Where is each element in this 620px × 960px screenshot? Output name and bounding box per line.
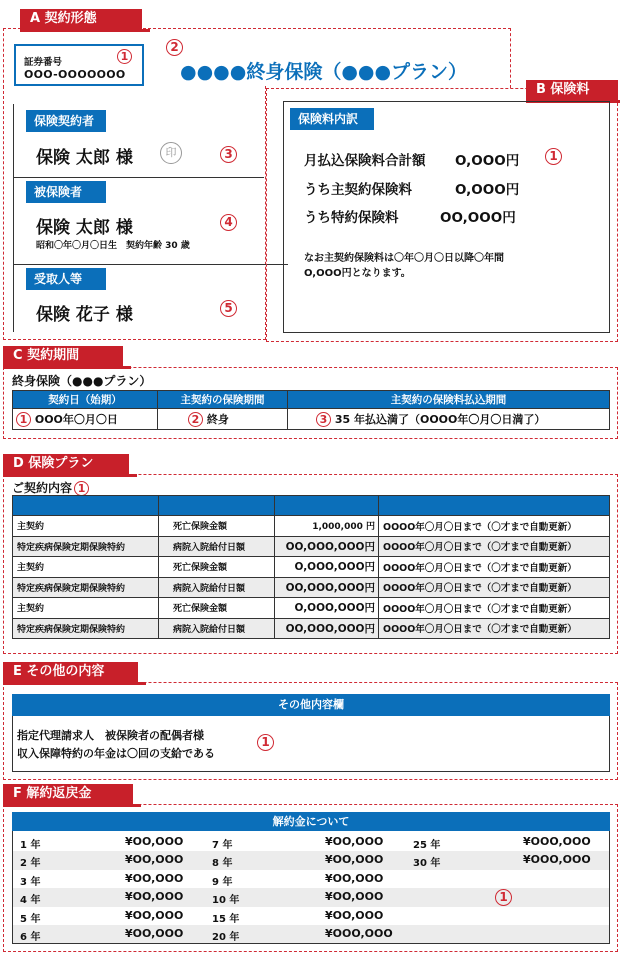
product-title: ●●●●終身保険（●●●プラン） — [180, 61, 468, 83]
contract-period-table — [12, 390, 610, 430]
beneficiary-name: 保険 花子 様 — [36, 305, 133, 325]
surrender-amount: ¥OO,OOO — [125, 871, 184, 885]
surrender-row — [13, 888, 609, 906]
surrender-amount: ¥OO,OOO — [125, 908, 184, 922]
surrender-amount: ¥OO,OOO — [125, 927, 184, 940]
surrender-amount: ¥OO,OOO — [325, 871, 384, 885]
premium-row-1-value: O,OOO円 — [455, 153, 520, 169]
contract-date-cell — [13, 409, 158, 430]
surrender-year: 9 年 — [212, 876, 233, 888]
surrender-amount: ¥OO,OOO — [125, 835, 184, 848]
section-e-tag: E その他の内容 — [3, 662, 138, 682]
policyholder-header: 保険契約者 — [26, 110, 106, 132]
period-marker-2: 2 — [188, 412, 203, 427]
plan-marker-1: 1 — [74, 481, 89, 496]
policy-number-label: 証券番号 — [24, 57, 63, 68]
section-a-tag: A 契約形態 — [20, 9, 142, 29]
plan-title-text: ご契約内容 — [12, 481, 73, 495]
plan-cell: 主契約 — [13, 516, 159, 537]
other-header: その他内容欄 — [12, 694, 610, 716]
premium-row-3-value: OO,OOO円 — [440, 210, 516, 226]
plan-cell: 特定疾病保険定期保険特約 — [13, 536, 159, 557]
surrender-amount: ¥OO,OOO — [325, 890, 384, 904]
premium-note-1: なお主契約保険料は〇年〇月〇日以降〇年間 — [304, 253, 504, 264]
section-b-tag: B 保険料 — [526, 80, 618, 100]
surrender-row — [13, 925, 609, 943]
premium-header: 保険料内訳 — [290, 108, 374, 130]
surrender-year: 10 年 — [212, 895, 240, 907]
plan-col-1-header — [13, 496, 159, 516]
surrender-row — [13, 851, 609, 869]
premium-row-3-label: うち特約保険料 — [304, 210, 399, 226]
premium-row-2-value: O,OOO円 — [455, 182, 520, 198]
plan-cell: OOOO年〇月〇日まで（〇才まで自動更新） — [379, 618, 610, 639]
plan-col-4-header — [379, 496, 610, 516]
surrender-amount: ¥OO,OOO — [325, 908, 384, 922]
plan-cell: OOOO年〇月〇日まで（〇才まで自動更新） — [379, 598, 610, 619]
section-f-tag: F 解約返戻金 — [3, 784, 133, 804]
plan-cell: 死亡保険金額 — [159, 598, 275, 619]
section-a-left-rule — [13, 104, 14, 332]
premium-note-2: O,OOO円となります。 — [304, 268, 411, 279]
surrender-amount: ¥OOO,OOO — [523, 835, 591, 848]
surrender-amount: ¥OO,OOO — [325, 835, 384, 848]
main-period: 終身 — [206, 412, 229, 426]
plan-cell: 主契約 — [13, 598, 159, 619]
plan-row — [13, 557, 610, 578]
surrender-amount: ¥OO,OOO — [125, 890, 184, 904]
surrender-row — [13, 870, 609, 888]
plan-row — [13, 598, 610, 619]
contract-date: OOO年〇月〇日 — [34, 412, 118, 426]
policyholder-name: 保険 太郎 様 — [36, 148, 133, 168]
insured-header: 被保険者 — [26, 181, 106, 203]
surrender-year: 25 年 — [413, 840, 441, 851]
payment-period-header: 主契約の保険料払込期間 — [288, 391, 610, 409]
period-marker-1: 1 — [16, 412, 31, 427]
surrender-year: 8 年 — [212, 858, 233, 870]
premium-row-1-label: 月払込保険料合計額 — [304, 153, 426, 169]
contract-plan: 終身保険（●●●プラン） — [12, 374, 152, 388]
plan-table — [12, 495, 610, 639]
surrender-marker-1: 1 — [495, 889, 512, 906]
surrender-amount: ¥OO,OOO — [125, 853, 184, 867]
other-line-1: 指定代理請求人 被保険者の配偶者様 — [17, 729, 204, 742]
plan-cell: O,OOO,OOO円 — [275, 557, 379, 578]
marker-5: 5 — [220, 300, 237, 317]
plan-cell: 特定疾病保険定期保険特約 — [13, 577, 159, 598]
plan-cell: 病院入院給付日額 — [159, 536, 275, 557]
beneficiary-header: 受取人等 — [26, 268, 106, 290]
plan-cell: 死亡保険金額 — [159, 516, 275, 537]
marker-3: 3 — [220, 146, 237, 163]
plan-cell: 特定疾病保険定期保険特約 — [13, 618, 159, 639]
plan-cell: OO,OOO,OOO円 — [275, 577, 379, 598]
marker-2: 2 — [166, 39, 183, 56]
surrender-year: 7 年 — [212, 840, 233, 851]
surrender-row — [13, 907, 609, 925]
surrender-year: 6 年 — [20, 932, 41, 943]
divider-2 — [14, 264, 288, 265]
surrender-year: 5 年 — [20, 913, 41, 925]
plan-cell: 主契約 — [13, 557, 159, 578]
surrender-amount: ¥OO,OOO — [325, 853, 384, 867]
plan-row — [13, 516, 610, 537]
surrender-year: 20 年 — [212, 932, 240, 943]
policy-number: OOO-OOOOOOO — [24, 68, 126, 81]
seal-icon: 印 — [160, 142, 182, 164]
plan-cell: O,OOO,OOO円 — [275, 598, 379, 619]
policy-number-box — [14, 44, 144, 86]
plan-cell: 死亡保険金額 — [159, 557, 275, 578]
payment-period-cell — [288, 409, 610, 430]
premium-row-2-label: うち主契約保険料 — [304, 182, 412, 198]
contract-date-header: 契約日（始期） — [13, 391, 158, 409]
surrender-header: 解約金について — [12, 812, 610, 831]
surrender-amount: ¥OOO,OOO — [523, 853, 591, 867]
plan-cell: 病院入院給付日額 — [159, 577, 275, 598]
plan-cell: OO,OOO,OOO円 — [275, 618, 379, 639]
plan-row — [13, 577, 610, 598]
other-marker-1: 1 — [257, 734, 274, 751]
section-d-tag: D 保険プラン — [3, 454, 129, 474]
insured-name: 保険 太郎 様 — [36, 218, 133, 238]
divider-1 — [14, 177, 264, 178]
surrender-year: 3 年 — [20, 876, 41, 888]
plan-col-2-header — [159, 496, 275, 516]
plan-row — [13, 536, 610, 557]
plan-cell: OOOO年〇月〇日まで（〇才まで自動更新） — [379, 536, 610, 557]
main-period-cell — [158, 409, 288, 430]
other-line-2: 収入保障特約の年金は〇回の支給である — [17, 747, 215, 760]
surrender-amount: ¥OOO,OOO — [325, 927, 393, 940]
plan-row — [13, 618, 610, 639]
plan-col-3-header — [275, 496, 379, 516]
plan-cell: 病院入院給付日額 — [159, 618, 275, 639]
surrender-row — [13, 833, 609, 851]
surrender-year: 15 年 — [212, 913, 240, 925]
surrender-year: 30 年 — [413, 858, 441, 870]
plan-cell: OOOO年〇月〇日まで（〇才まで自動更新） — [379, 557, 610, 578]
surrender-year: 4 年 — [20, 895, 41, 907]
main-period-header: 主契約の保険期間 — [158, 391, 288, 409]
section-c-tag: C 契約期間 — [3, 346, 123, 366]
premium-marker-1: 1 — [545, 148, 562, 165]
plan-cell: OOOO年〇月〇日まで（〇才まで自動更新） — [379, 577, 610, 598]
surrender-year: 2 年 — [20, 858, 41, 870]
insured-birth-info: 昭和〇年〇月〇日生 契約年齢 30 歳 — [36, 241, 190, 251]
surrender-year: 1 年 — [20, 840, 41, 851]
period-marker-3: 3 — [316, 412, 331, 427]
marker-1: 1 — [117, 49, 132, 64]
plan-cell: 1,000,000 円 — [275, 516, 379, 537]
plan-cell: OO,OOO,OOO円 — [275, 536, 379, 557]
payment-period: 35 年払込満了（OOOO年〇月〇日満了） — [334, 412, 546, 426]
plan-title — [12, 479, 89, 496]
plan-cell: OOOO年〇月〇日まで（〇才まで自動更新） — [379, 516, 610, 537]
marker-4: 4 — [220, 214, 237, 231]
